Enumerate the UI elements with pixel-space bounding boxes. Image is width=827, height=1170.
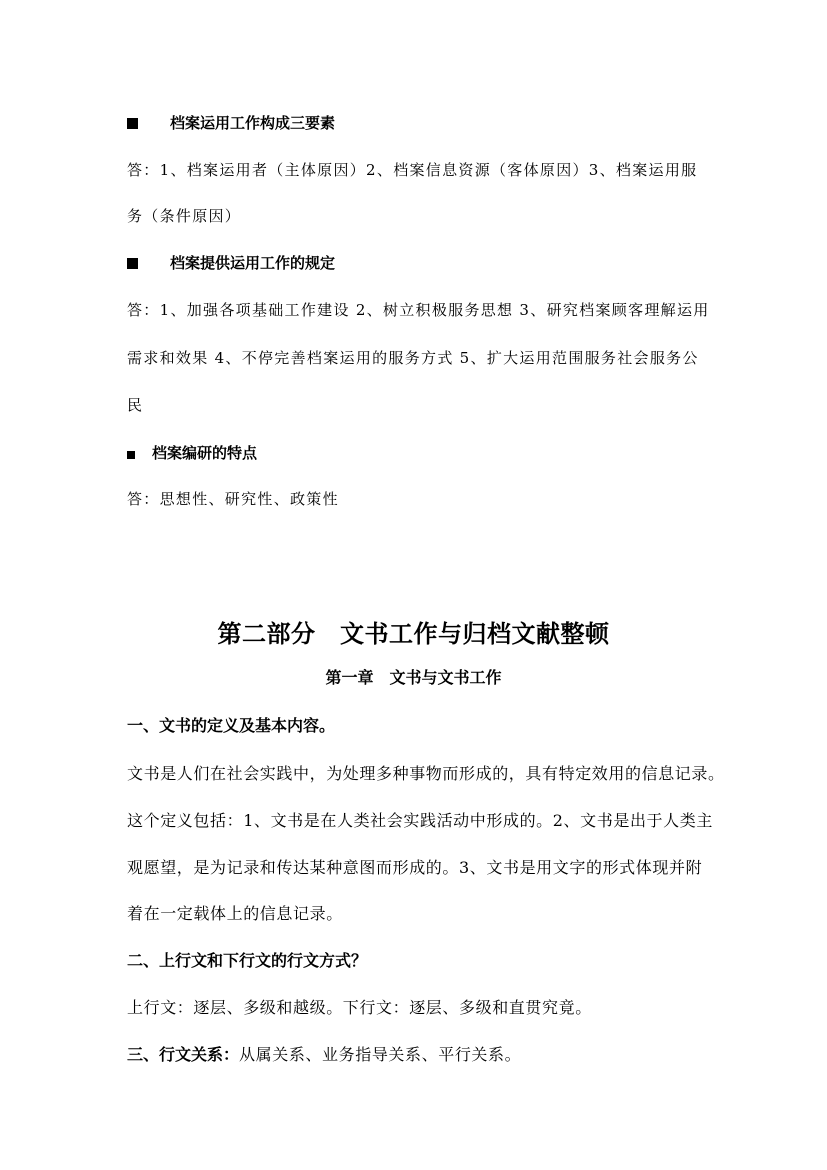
section-heading-3: 三、行文关系：: [127, 1045, 240, 1064]
answer-2-line-1: 答：1、加强各项基础工作建设 2、树立积极服务思想 3、研究档案顾客理解运用: [127, 301, 710, 319]
bullet-icon: [127, 118, 138, 129]
section-3-text: 从属关系、业务指导关系、平行关系。: [239, 1045, 522, 1064]
section-1-line-2: 这个定义包括：1、文书是在人类社会实践活动中形成的。2、文书是出于人类主: [127, 811, 713, 830]
section-3-line: [127, 1047, 521, 1063]
section-1-line-4: 着在一定载体上的信息记录。: [127, 904, 343, 923]
answer-2-line-2: 需求和效果 4、不停完善档案运用的服务方式 5、扩大运用范围服务社会服务公: [127, 349, 699, 367]
section-2-line: 上行文：逐层、多级和越级。下行文：逐层、多级和直贯究竟。: [127, 998, 592, 1017]
part-title: 第二部分 文书工作与归档文献整顿: [217, 619, 610, 648]
chapter-title: 第一章 文书与文书工作: [325, 668, 502, 687]
answer-1-line-2: 务（条件原因）: [127, 207, 242, 225]
section-1-line-1: 文书是人们在社会实践中，为处理多种事物而形成的，具有特定效用的信息记录。: [127, 764, 725, 783]
question-title-2: 档案提供运用工作的规定: [170, 254, 336, 272]
question-title-3: 档案编研的特点: [152, 444, 258, 462]
bullet-icon: [127, 258, 138, 269]
question-title-1: 档案运用工作构成三要素: [170, 114, 336, 132]
answer-3-line-1: 答：思想性、研究性、政策性: [127, 490, 339, 508]
answer-2-line-3: 民: [127, 396, 144, 414]
section-heading-2: 二、上行文和下行文的行文方式？: [127, 951, 368, 970]
answer-1-line-1: 答：1、档案运用者（主体原因）2、档案信息资源（客体原因）3、档案运用服: [127, 161, 698, 179]
section-heading-1: 一、文书的定义及基本内容。: [127, 716, 336, 735]
section-1-line-3: 观愿望，是为记录和传达某种意图而形成的。3、文书是用文字的形式体现并附: [127, 858, 703, 877]
bullet-icon: [127, 451, 135, 459]
